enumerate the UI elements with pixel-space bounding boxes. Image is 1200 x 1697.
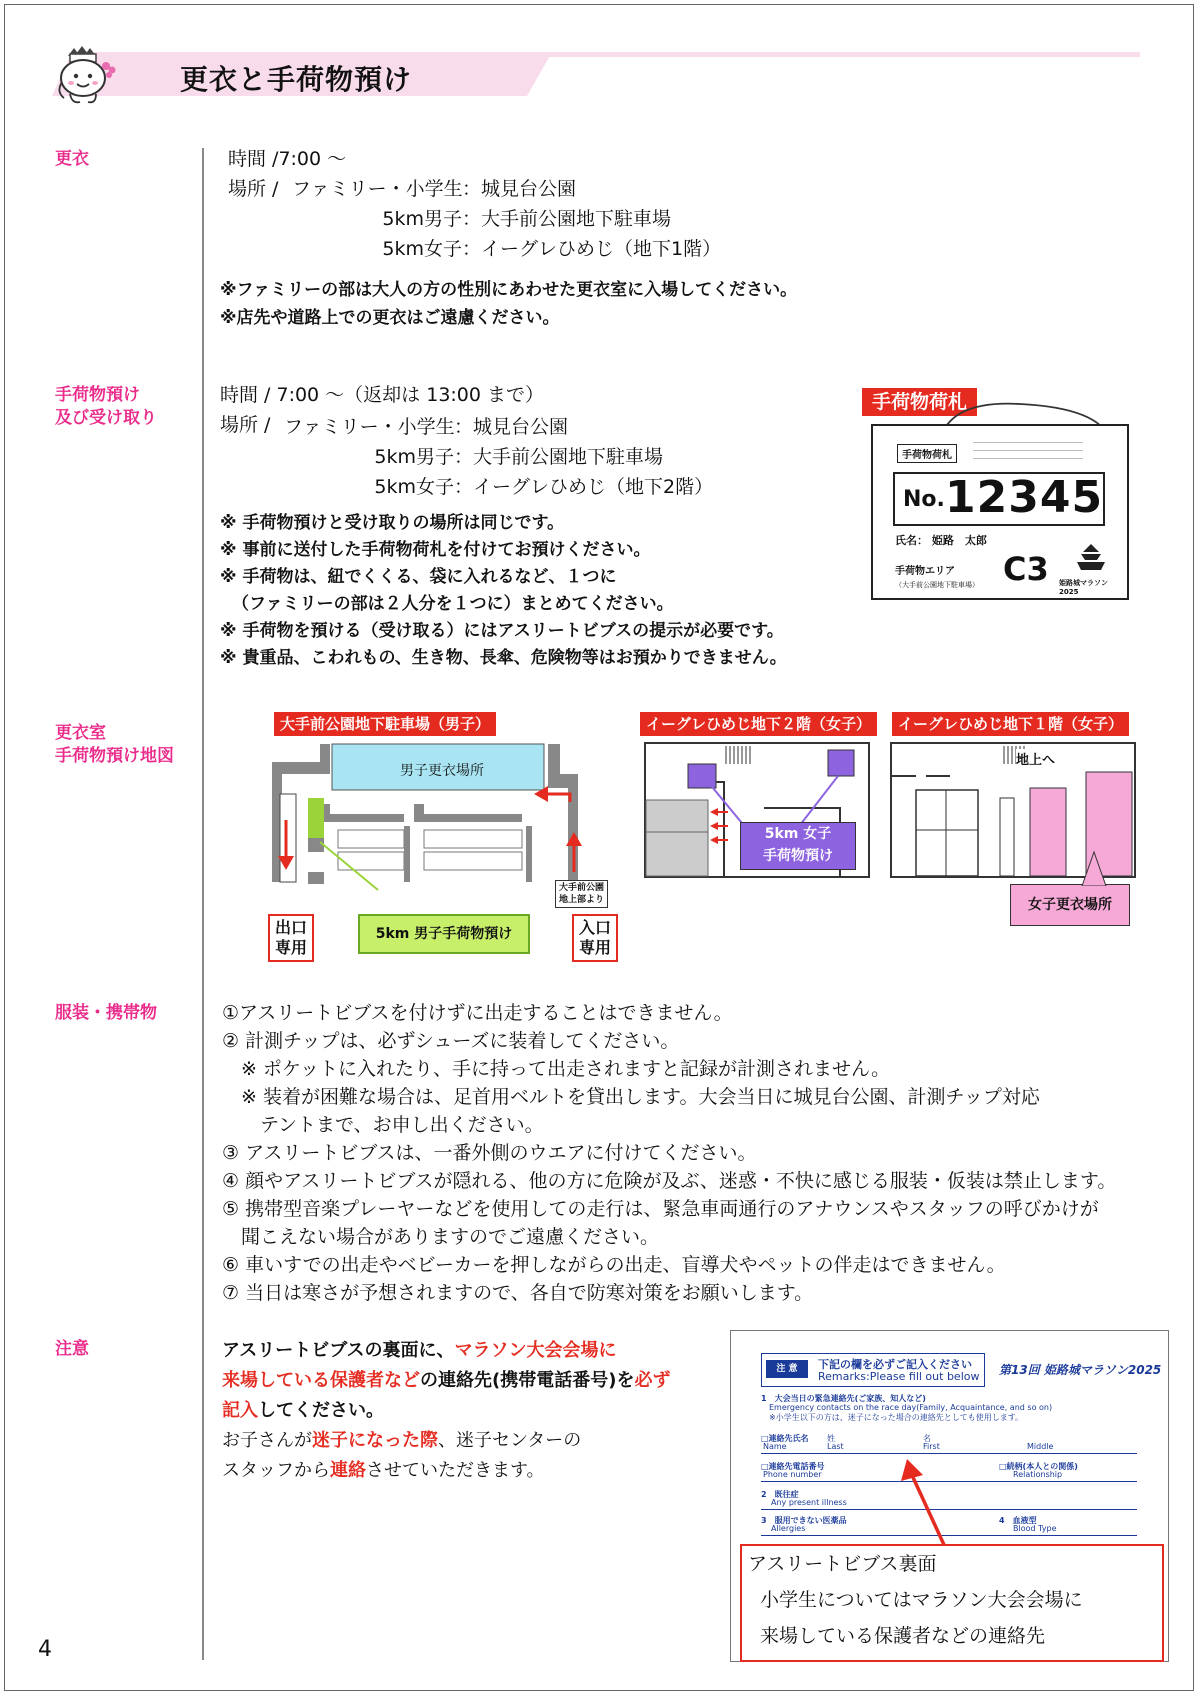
map-men-title: 大手前公園地下駐車場（男子） <box>274 712 496 736</box>
tag-small-label: 手荷物荷札 <box>897 444 957 463</box>
baggage-tag-heading: 手荷物荷札 <box>862 388 977 416</box>
caution-text: スタッフから <box>222 1460 330 1481</box>
attire-line: ※ 装着が困難な場合は、足首用ベルトを貸出します。大会当日に城見台公園、計測チップ対応 <box>222 1086 1040 1108</box>
tag-area-code: C3 <box>1003 550 1049 588</box>
arrow-up-icon <box>897 1459 957 1549</box>
attire-line: ③ アスリートビブスは、一番外側のウエアに付けてください。 <box>222 1142 757 1164</box>
page-number: 4 <box>38 1637 52 1662</box>
bib-text: Last <box>827 1442 844 1451</box>
bib-text: ※小学生以下の方は、迷子になった場合の連絡先としても使用します。 <box>769 1413 1024 1422</box>
caution-line <box>222 1456 670 1486</box>
mascot-icon <box>52 46 132 108</box>
bib-header-box <box>761 1353 985 1387</box>
tag-number-box <box>893 472 1105 526</box>
tag-no-prefix: No. <box>903 487 945 512</box>
change-row-key: ファミリー・小学生 <box>292 178 463 200</box>
section-label-baggage <box>55 384 157 430</box>
map-women-b1-up-label: 地上へ <box>1016 749 1055 768</box>
change-row-key: 5km女子 <box>382 238 462 260</box>
map-men-changing: 男子更衣場所 <box>400 763 484 779</box>
attire-line: ①アスリートビブスを付けずに出走することはできません。 <box>222 1002 733 1024</box>
tag-number: 12345 <box>945 472 1104 523</box>
map-text-line: 専用 <box>274 938 307 957</box>
bib-text: 4 血液型 <box>999 1516 1037 1525</box>
attire-line: ④ 顔やアスリートビブスが隠れる、他の方に危険が及ぶ、迷惑・不快に感じる服装・仮装は禁止します。 <box>222 1170 1117 1192</box>
bib-text: 3 服用できない医薬品 <box>761 1516 847 1525</box>
change-time: 時間 /7:00 〜 <box>228 148 347 170</box>
change-note: ※店先や道路上での更衣はご遠慮ください。 <box>220 308 560 328</box>
section-label-line: 手荷物預け地図 <box>55 746 174 766</box>
caution-text: の連絡先(携帯電話番号)を <box>420 1370 635 1391</box>
section-label-line: 更衣室 <box>55 723 106 743</box>
attire-line: ⑥ 車いすでの出走やベビーカーを押しながらの出走、盲導犬やペットの伴走はできません。 <box>222 1254 1006 1276</box>
castle-logo-icon <box>1069 542 1113 578</box>
baggage-note: （ファミリーの部は２人分を１つに）まとめてください。 <box>232 594 674 614</box>
baggage-note: ※ 手荷物預けと受け取りの場所は同じです。 <box>220 513 565 533</box>
bib-text: Phone number <box>763 1470 822 1479</box>
change-row-value: ：大手前公園地下駐車場 <box>462 208 672 230</box>
tag-fine-print <box>973 450 1083 451</box>
bib-text: □連絡先氏名 <box>761 1434 809 1443</box>
baggage-row-value: ：イーグレひめじ（地下2階） <box>454 476 714 498</box>
baggage-row-value: ：城見台公園 <box>454 416 569 438</box>
section-label-line: 手荷物預け <box>55 385 140 405</box>
bib-text: Middle <box>1027 1442 1054 1451</box>
baggage-row-key: 5km男子 <box>374 446 454 468</box>
caution-emphasis: 迷子になった際 <box>312 1430 438 1451</box>
attire-line: テントまで、お申し出ください。 <box>222 1114 544 1136</box>
bib-text: Emergency contacts on the race day(Family, Acquaintance, and so on) <box>769 1403 1053 1412</box>
tag-area-sub: （大手前公園地下駐車場） <box>895 581 979 589</box>
header-rule <box>540 52 1140 57</box>
section-label-caution: 注意 <box>55 1339 89 1359</box>
caution-emphasis: 連絡 <box>330 1460 366 1481</box>
map-text-line: 大手前公園 <box>559 883 605 893</box>
baggage-place-prefix: 場所 / <box>220 414 271 436</box>
page-title: 更衣と手荷物預け <box>180 63 413 96</box>
bib-text: Allergies <box>771 1524 806 1533</box>
caution-line <box>222 1426 670 1456</box>
map-text-line: 出口 <box>274 918 307 937</box>
callout-line: アスリートビブス裏面 <box>748 1553 937 1575</box>
caution-text: させていただきます。 <box>366 1460 545 1481</box>
map-men-baggage-label: 5km 男子手荷物預け <box>358 914 530 954</box>
baggage-row-key: ファミリー・小学生 <box>284 416 455 438</box>
map-women-b1-title: イーグレひめじ地下１階（女子） <box>892 712 1129 736</box>
callout-pointer-icon <box>1080 850 1110 886</box>
callout-line: 来場している保護者などの連絡先 <box>760 1625 1046 1647</box>
change-note: ※ファミリーの部は大人の方の性別にあわせた更衣室に入場してください。 <box>220 280 798 300</box>
tag-name-line: 氏名： 姫路 太郎 <box>895 534 987 547</box>
baggage-tag-card <box>871 424 1129 600</box>
bib-text: Relationship <box>1013 1470 1063 1479</box>
map-text-line: 専用 <box>578 938 611 957</box>
change-row-value: ：イーグレひめじ（地下1階） <box>462 238 722 260</box>
caution-line <box>222 1366 670 1396</box>
baggage-note: ※ 貴重品、こわれもの、生き物、長傘、危険物等はお預かりできません。 <box>220 648 787 668</box>
tag-area-label: 手荷物エリア <box>895 566 955 577</box>
section-label-attire: 服装・携帯物 <box>55 1003 157 1023</box>
bib-text: □続柄(本人との関係) <box>999 1462 1078 1471</box>
baggage-note: ※ 事前に送付した手荷物荷札を付けてお預けください。 <box>220 540 651 560</box>
change-row-value: ：城見台公園 <box>462 178 577 200</box>
map-exit-label <box>268 914 314 962</box>
caution-text: 、迷子センターの <box>438 1430 582 1451</box>
baggage-note: ※ 手荷物は、紐でくくる、袋に入れるなど、１つに <box>220 567 617 587</box>
bib-head-en: Remarks:Please fill out below <box>818 1370 980 1383</box>
bib-text: 名 <box>923 1434 931 1443</box>
tag-logo-text: 姫路城マラソン2025 <box>1059 579 1108 596</box>
map-entry-label <box>572 914 618 962</box>
caution-emphasis: マラソン大会会場に <box>454 1340 617 1361</box>
change-place-prefix: 場所 / <box>228 178 279 200</box>
section-divider <box>202 148 204 1660</box>
bib-text: Name <box>763 1442 787 1451</box>
map-women-b2-baggage-label <box>740 822 856 870</box>
map-text-line: 地上部より <box>559 895 605 905</box>
caution-text: アスリートビブスの裏面に、 <box>222 1340 455 1361</box>
caution-line <box>222 1336 670 1366</box>
map-text-line: 手荷物預け <box>763 848 833 864</box>
caution-emphasis: 記入 <box>222 1400 258 1421</box>
bib-head-jp: 下記の欄を必ずご記入ください <box>818 1358 972 1371</box>
section-label-change: 更衣 <box>55 149 89 169</box>
bib-text: 姓 <box>827 1434 835 1443</box>
attire-line: ② 計測チップは、必ずシューズに装着してください。 <box>222 1030 680 1052</box>
bib-logo: 第13回 姫路城マラソン2025 <box>999 1363 1162 1377</box>
caution-emphasis: 必ず <box>634 1370 671 1391</box>
section-label-maps <box>55 722 174 768</box>
bib-badge: 注 意 <box>766 1360 808 1378</box>
baggage-note: ※ 手荷物を預ける（受け取る）にはアスリートビブスの提示が必要です。 <box>220 621 784 641</box>
tag-fine-print <box>973 442 1083 443</box>
baggage-row-key: 5km女子 <box>374 476 454 498</box>
bib-text: Blood Type <box>1013 1524 1057 1533</box>
bib-callout-box <box>740 1544 1164 1662</box>
map-text-line: 5km 女子 <box>764 826 832 842</box>
bib-rule <box>761 1453 1137 1454</box>
attire-line: ※ ポケットに入れたり、手に持って出走されますと記録が計測されません。 <box>222 1058 891 1080</box>
change-row-key: 5km男子 <box>382 208 462 230</box>
section-label-line: 及び受け取り <box>55 408 157 428</box>
attire-line: ⑦ 当日は寒さが予想されますので、各自で防寒対策をお願いします。 <box>222 1282 814 1304</box>
bib-text: Any present illness <box>771 1498 847 1507</box>
callout-line: 小学生についてはマラソン大会会場に <box>760 1589 1083 1611</box>
tag-fine-print <box>973 458 1083 459</box>
caution-text: してください。 <box>258 1400 384 1421</box>
attire-line: 聞こえない場合がありますのでご遠慮ください。 <box>222 1226 660 1248</box>
baggage-row-value: ：大手前公園地下駐車場 <box>454 446 664 468</box>
caution-emphasis: 来場している保護者など <box>222 1370 420 1391</box>
baggage-time: 時間 / 7:00 〜（返却は 13:00 まで） <box>220 384 545 406</box>
map-women-b1-changing-label: 女子更衣場所 <box>1010 884 1130 926</box>
caution-line <box>222 1396 670 1426</box>
map-men-from-park <box>555 880 608 908</box>
bib-text: □連絡先電話番号 <box>761 1462 825 1471</box>
caution-text: お子さんが <box>222 1430 312 1451</box>
caution-paragraph <box>222 1336 670 1486</box>
bib-text: 2 既往症 <box>761 1490 799 1499</box>
bib-text: First <box>923 1442 940 1451</box>
map-women-b2-title: イーグレひめじ地下２階（女子） <box>640 712 877 736</box>
map-text-line: 入口 <box>578 918 611 937</box>
bib-text: 1 大会当日の緊急連絡先(ご家族、知人など) <box>761 1394 926 1403</box>
attire-line: ⑤ 携帯型音楽プレーヤーなどを使用しての走行は、緊急車両通行のアナウンスやスタッフの呼びかけが <box>222 1198 1099 1220</box>
